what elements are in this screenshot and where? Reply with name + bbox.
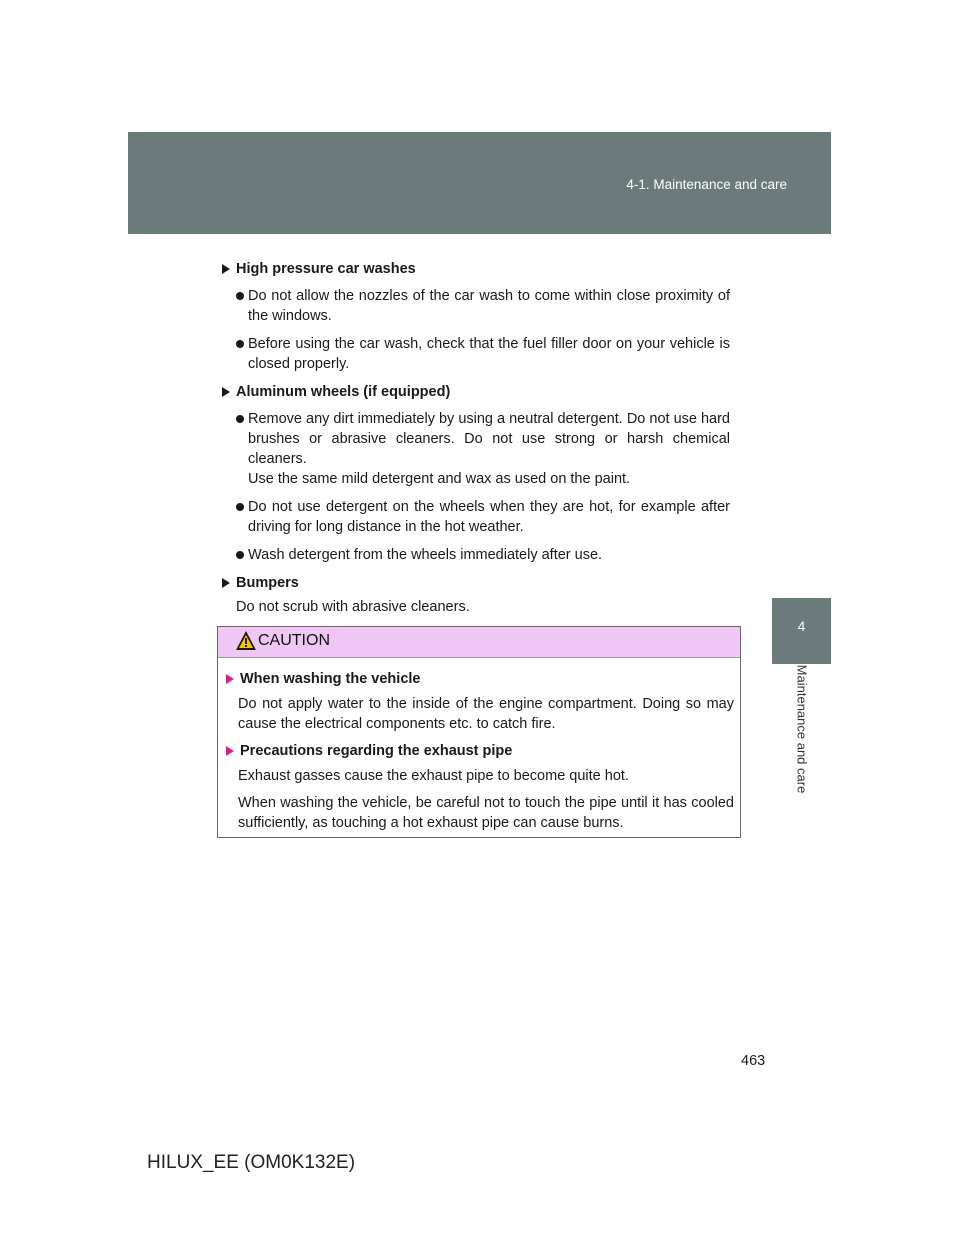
heading-high-pressure: High pressure car washes — [236, 261, 416, 277]
section-title: 4-1. Maintenance and care — [626, 177, 787, 192]
circle-bullet-icon — [236, 503, 244, 511]
section-heading — [222, 573, 730, 593]
chapter-tab-number: 4 — [772, 598, 831, 664]
warning-triangle-icon — [235, 630, 257, 651]
section-heading — [222, 259, 730, 279]
main-content — [222, 259, 730, 617]
circle-bullet-icon — [236, 415, 244, 423]
heading-aluminum-wheels: Aluminum wheels (if equipped) — [236, 384, 451, 400]
circle-bullet-icon — [236, 340, 244, 348]
header-bar — [128, 132, 831, 234]
list-item: Wash detergent from the wheels immediately after use. — [222, 545, 730, 565]
caution-box — [217, 626, 741, 838]
section-heading — [222, 382, 730, 402]
chapter-tab-label — [772, 664, 831, 794]
chapter-tab-label-text: Maintenance and care — [794, 664, 810, 794]
triangle-bullet-icon — [222, 578, 230, 588]
list-item: Do not use detergent on the wheels when they are hot, for example after driving for long distance in the hot weather. — [222, 497, 730, 537]
caution-paragraph: Do not apply water to the inside of the engine compartment. Doing so may cause the electrical components etc. to catch fire. — [238, 696, 734, 732]
footer-code: HILUX_EE (OM0K132E) — [147, 1152, 356, 1173]
list-item: Before using the car wash, check that the fuel filler door on your vehicle is closed properly. — [222, 334, 730, 374]
triangle-bullet-icon — [226, 674, 234, 684]
triangle-bullet-icon — [222, 387, 230, 397]
circle-bullet-icon — [236, 551, 244, 559]
caution-body — [218, 658, 740, 833]
page-number: 463 — [741, 1053, 766, 1069]
triangle-bullet-icon — [222, 264, 230, 274]
caution-paragraph: When washing the vehicle, be careful not to touch the pipe until it has cooled sufficiently, as touching a hot exhaust pipe can cause burns. — [238, 795, 734, 831]
caution-title: CAUTION — [258, 632, 330, 649]
list-item: Remove any dirt immediately by using a neutral detergent. Do not use hard brushes or abrasive cleaners. Do not use strong or harsh chemical cleaners. Use the same mild detergent and wax as used on the paint. — [222, 409, 730, 489]
circle-bullet-icon — [236, 292, 244, 300]
triangle-bullet-icon — [226, 746, 234, 756]
caution-heading: Precautions regarding the exhaust pipe — [226, 741, 734, 761]
caution-header — [218, 627, 740, 658]
caution-paragraph: Exhaust gasses cause the exhaust pipe to become quite hot. — [238, 768, 629, 784]
heading-bumpers: Bumpers — [236, 575, 299, 591]
bumpers-text: Do not scrub with abrasive cleaners. — [236, 599, 470, 615]
list-item: Do not allow the nozzles of the car wash to come within close proximity of the windows. — [222, 286, 730, 326]
caution-heading: When washing the vehicle — [226, 669, 734, 689]
